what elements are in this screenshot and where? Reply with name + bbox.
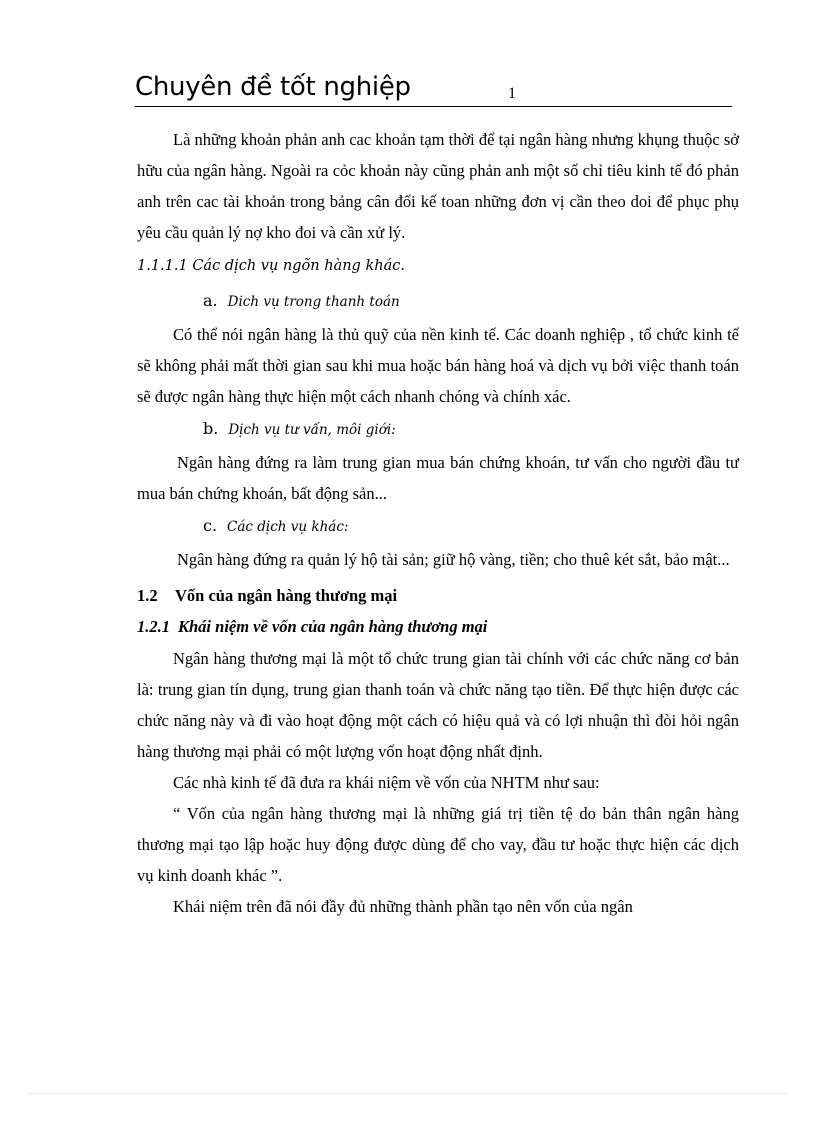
heading-number: 1.2 (137, 586, 158, 605)
paragraph: Ngân hàng thương mại là một tổ chức trung gian tài chính với các chức năng cơ bản là: trung gian tín dụng, trung gian thanh toán và chức năng tạo tiền. Để thực hiện được các chức năng này và đi vào hoạt động một cách có hiệu quả và có lợi nhuận thì đòi hỏi ngân hàng thương mại phải có một lượng vốn hoạt động nhất định. (137, 649, 739, 761)
heading-number: 1.2.1 (137, 617, 170, 636)
document-body (137, 124, 739, 922)
page-number: 1 (508, 85, 516, 102)
section-heading-1-1-1-1: 1.1.1.1 Các dịch vụ ngõn hàng khác. (137, 258, 405, 274)
list-item-label: Dịch vụ tư vấn, môi giới: (228, 422, 396, 438)
paragraph: Có thể nói ngân hàng là thủ quỹ của nền kinh tế. Các doanh nghiệp , tổ chức kinh tế sẽ không phải mất thời gian sau khi mua hoặc bán hàng hoá và dịch vụ bởi việc thanh toán sẽ được ngân hàng thực hiện một cách nhanh chóng và chính xác. (137, 325, 739, 406)
page-header (135, 70, 732, 107)
list-marker: a. (203, 291, 218, 310)
paragraph: Là những khoản phản anh cac khoản tạm thời để tại ngân hàng nhưng khụng thuộc sở hữu của ngân hàng. Ngoài ra cỏc khoản này cũng phản anh một số chỉ tiêu kinh tế đó phản anh trên cac tài khoản trong bảng cân đối kế toan những đơn vị cần theo doi để phục phụ yêu cầu quản lý nợ kho đoi và cần xử lý. (137, 130, 739, 242)
quote-paragraph: “ Vốn của ngân hàng thương mại là những giá trị tiền tệ do bản thân ngân hàng thương mại tạo lập hoặc huy động được dùng để cho vay, đầu tư hoặc thực hiện các dịch vụ kinh doanh khác ”. (137, 804, 739, 885)
paragraph: Ngân hàng đứng ra làm trung gian mua bán chứng khoán, tư vấn cho người đầu tư mua bán chứng khoán, bất động sản... (137, 453, 739, 503)
paragraph: Ngân hàng đứng ra quản lý hộ tài sản; giữ hộ vàng, tiền; cho thuê két sắt, bảo mật... (177, 550, 730, 569)
paragraph: Khái niệm trên đã nói đầy đủ những thành phần tạo nên vốn của ngân (173, 897, 633, 916)
section-heading-1-2-1 (137, 611, 739, 643)
heading-text: Khái niệm về vốn của ngân hàng thương mại (178, 617, 488, 636)
section-heading-1-2 (137, 581, 739, 611)
list-item-a (203, 284, 739, 319)
list-item-b (203, 412, 739, 447)
page-bottom-divider (28, 1093, 788, 1094)
heading-text: Vốn của ngân hàng thương mại (175, 586, 398, 605)
list-marker: c. (203, 516, 218, 535)
list-item-label: Các dịch vụ khác: (227, 519, 349, 535)
list-item-c (203, 509, 739, 544)
list-marker: b. (203, 419, 219, 438)
paragraph: Các nhà kinh tế đã đưa ra khái niệm về vốn của NHTM như sau: (173, 773, 600, 792)
list-item-label: Dich vụ trong thanh toán (227, 294, 400, 310)
header-title: Chuyên đề tốt nghiệp (135, 72, 411, 102)
